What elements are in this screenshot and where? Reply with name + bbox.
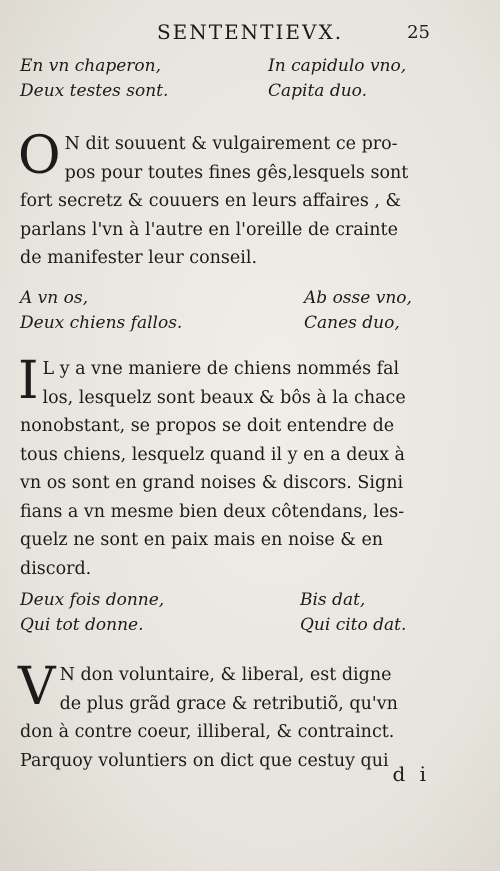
text-line: N don voluntaire, & liberal, est digne (59, 665, 392, 685)
proverb-french-line: Deux fois donne, (20, 590, 165, 610)
proverb-latin-line: Qui cito dat. (300, 615, 407, 635)
text-line: tous chiens, lesquelz quand il y en a deux à (20, 444, 405, 465)
commentary-paragraph (18, 351, 406, 583)
text-line: Parquoy voluntiers on dict que cestuy qui (20, 750, 389, 771)
proverb-latin-line: In capidulo vno, (268, 56, 407, 76)
text-line: quelz ne sont en paix mais en noise & en (20, 530, 384, 550)
proverb-latin-line: Bis dat, (300, 590, 366, 610)
proverb-french-line: Deux chiens fallos. (20, 313, 183, 333)
drop-capital: I (18, 351, 39, 411)
text-line: don à contre coeur, illiberal, & contrainct. (20, 722, 395, 742)
drop-capital: V (18, 657, 56, 717)
proverb-french-line: A vn os, (20, 288, 88, 308)
text-line: nonobstant, se propos se doit entendre de (20, 416, 395, 436)
running-header (0, 20, 500, 50)
proverb-french-line: Deux testes sont. (20, 81, 169, 101)
proverb-french-line: Qui tot donne. (20, 615, 144, 635)
proverb-latin-line: Canes duo, (304, 313, 400, 333)
signature-mark: d i (392, 762, 430, 786)
running-title: SENTENTIEVX. (156, 20, 344, 44)
text-line: discord. (20, 558, 92, 579)
proverb-french-line: En vn chaperon, (20, 56, 161, 76)
proverb-latin-line: Capita duo. (268, 81, 368, 101)
text-line: de plus grãd grace & retributiõ, qu'vn (59, 693, 398, 714)
text-line: fort secretz & couuers en leurs affaires , & (20, 191, 402, 211)
commentary-paragraph (18, 126, 409, 273)
text-line: N dit souuent & vulgairement ce pro- (64, 134, 398, 154)
proverb-latin-line: Ab osse vno, (304, 288, 412, 308)
text-line: vn os sont en grand noises & discors. Signi (20, 473, 404, 493)
text-line: los, lesquelz sont beaux & bôs à la chace (42, 387, 406, 408)
text-line: parlans l'vn à l'autre en l'oreille de crainte (20, 219, 398, 240)
commentary-paragraph (18, 657, 398, 775)
page-number: 25 (407, 22, 430, 43)
text-line: fians a vn mesme bien deux côtendans, les- (20, 501, 405, 522)
drop-capital: O (18, 126, 61, 186)
text-line: pos pour toutes fines gês,lesquels sont (64, 162, 409, 183)
text-line: de manifester leur conseil. (20, 248, 258, 268)
text-line: L y a vne maniere de chiens nommés fal (42, 359, 400, 379)
